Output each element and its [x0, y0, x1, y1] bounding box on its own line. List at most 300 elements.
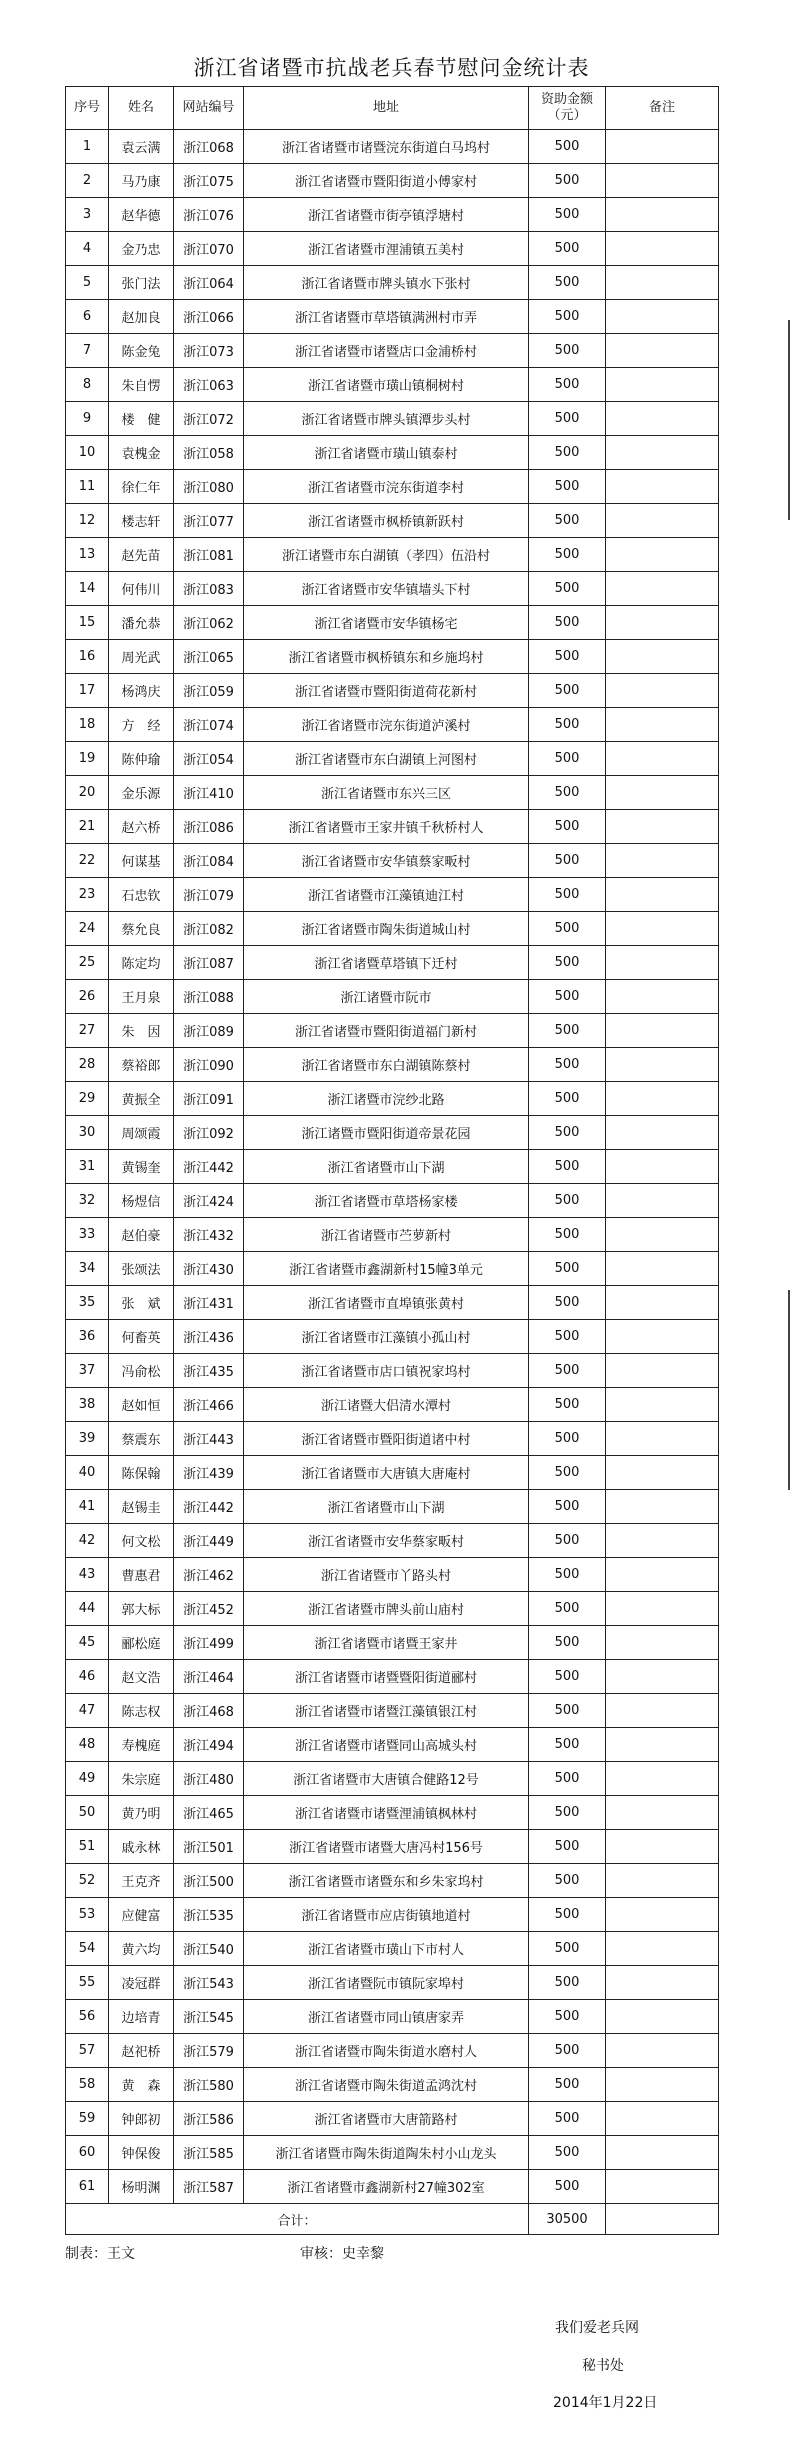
cell-address: 浙江省诸暨市草塔杨家楼: [244, 1184, 529, 1218]
cell-address: 浙江诸暨市暨阳街道帝景花园: [244, 1116, 529, 1150]
cell-address: 浙江省诸暨市璜山下市村人: [244, 1932, 529, 1966]
cell-address: 浙江省诸暨阮市镇阮家埠村: [244, 1966, 529, 2000]
cell-address: 浙江省诸暨市王家井镇千秋桥村人: [244, 810, 529, 844]
table-row: [66, 266, 719, 300]
cell-amount: 500: [529, 1592, 606, 1626]
cell-no: 7: [66, 334, 109, 368]
cell-address: 浙江省诸暨市枫桥镇东和乡施坞村: [244, 640, 529, 674]
cell-no: 40: [66, 1456, 109, 1490]
cell-amount: 500: [529, 2136, 606, 2170]
table-row: [66, 1660, 719, 1694]
cell-code: 浙江545: [174, 2000, 244, 2034]
cell-note: [606, 1626, 719, 1660]
cell-address: 浙江省诸暨市诸暨店口金浦桥村: [244, 334, 529, 368]
header-no: 序号: [66, 87, 109, 130]
cell-address: 浙江省诸暨市鑫湖新村27幢302室: [244, 2170, 529, 2204]
cell-code: 浙江083: [174, 572, 244, 606]
cell-code: 浙江082: [174, 912, 244, 946]
table-row: [66, 1864, 719, 1898]
table-row: [66, 1796, 719, 1830]
cell-address: 浙江省诸暨市同山镇唐家弄: [244, 2000, 529, 2034]
header-code: 网站编号: [174, 87, 244, 130]
cell-name: 赵伯豪: [109, 1218, 174, 1252]
cell-name: 边培青: [109, 2000, 174, 2034]
table-row: [66, 1966, 719, 2000]
cell-name: 陈保翰: [109, 1456, 174, 1490]
cell-amount: 500: [529, 538, 606, 572]
header-amount-line1: 资助金额: [540, 92, 593, 107]
cell-name: 郦松庭: [109, 1626, 174, 1660]
cell-name: 黄六均: [109, 1932, 174, 1966]
cell-note: [606, 1830, 719, 1864]
cell-address: 浙江省诸暨市暨阳街道福门新村: [244, 1014, 529, 1048]
table-row: [66, 1048, 719, 1082]
cell-code: 浙江442: [174, 1490, 244, 1524]
cell-amount: 500: [529, 1048, 606, 1082]
cell-no: 31: [66, 1150, 109, 1184]
cell-code: 浙江091: [174, 1082, 244, 1116]
cell-code: 浙江070: [174, 232, 244, 266]
cell-amount: 500: [529, 878, 606, 912]
cell-name: 陈定均: [109, 946, 174, 980]
cell-amount: 500: [529, 1150, 606, 1184]
cell-name: 赵先苗: [109, 538, 174, 572]
table-row: [66, 1558, 719, 1592]
cell-note: [606, 1286, 719, 1320]
cell-note: [606, 2068, 719, 2102]
cell-amount: 500: [529, 1762, 606, 1796]
cell-note: [606, 1660, 719, 1694]
table-row: [66, 606, 719, 640]
cell-code: 浙江439: [174, 1456, 244, 1490]
cell-amount: 500: [529, 776, 606, 810]
cell-name: 杨煜信: [109, 1184, 174, 1218]
cell-no: 59: [66, 2102, 109, 2136]
cell-note: [606, 1388, 719, 1422]
cell-code: 浙江480: [174, 1762, 244, 1796]
cell-note: [606, 708, 719, 742]
cell-no: 33: [66, 1218, 109, 1252]
page-title: 浙江省诸暨市抗战老兵春节慰问金统计表: [193, 56, 590, 80]
cell-amount: 500: [529, 1218, 606, 1252]
cell-note: [606, 1966, 719, 2000]
cell-amount: 500: [529, 1626, 606, 1660]
cell-name: 陈仲瑜: [109, 742, 174, 776]
cell-code: 浙江077: [174, 504, 244, 538]
table-row: [66, 1388, 719, 1422]
cell-no: 4: [66, 232, 109, 266]
table-row: [66, 1116, 719, 1150]
cell-name: 张颂法: [109, 1252, 174, 1286]
cell-no: 36: [66, 1320, 109, 1354]
cell-amount: 500: [529, 2068, 606, 2102]
cell-address: 浙江省诸暨市陶朱街道城山村: [244, 912, 529, 946]
cell-note: [606, 164, 719, 198]
cell-note: [606, 1490, 719, 1524]
cell-name: 楼志轩: [109, 504, 174, 538]
cell-address: 浙江省诸暨市直埠镇张黄村: [244, 1286, 529, 1320]
table-row: [66, 1320, 719, 1354]
cell-code: 浙江086: [174, 810, 244, 844]
cell-address: 浙江省诸暨市枫桥镇新跃村: [244, 504, 529, 538]
cell-name: 徐仁年: [109, 470, 174, 504]
table-row: [66, 198, 719, 232]
cell-code: 浙江535: [174, 1898, 244, 1932]
table-row: [66, 368, 719, 402]
cell-code: 浙江066: [174, 300, 244, 334]
cell-name: 赵如恒: [109, 1388, 174, 1422]
table-row: [66, 2000, 719, 2034]
cell-address: 浙江省诸暨市东兴三区: [244, 776, 529, 810]
cell-name: 周光武: [109, 640, 174, 674]
cell-no: 44: [66, 1592, 109, 1626]
cell-code: 浙江587: [174, 2170, 244, 2204]
cell-amount: 500: [529, 368, 606, 402]
cell-address: 浙江省诸暨市诸暨东和乡朱家坞村: [244, 1864, 529, 1898]
cell-amount: 500: [529, 980, 606, 1014]
cell-address: 浙江省诸暨市诸暨大唐冯村156号: [244, 1830, 529, 1864]
cell-no: 27: [66, 1014, 109, 1048]
cell-address: 浙江省诸暨市丫路头村: [244, 1558, 529, 1592]
cell-name: 袁槐金: [109, 436, 174, 470]
cell-amount: 500: [529, 300, 606, 334]
cell-address: 浙江省诸暨市江藻镇迪江村: [244, 878, 529, 912]
cell-code: 浙江075: [174, 164, 244, 198]
cell-note: [606, 1932, 719, 1966]
cell-code: 浙江074: [174, 708, 244, 742]
table-body: [66, 130, 719, 2204]
cell-name: 张门法: [109, 266, 174, 300]
cell-address: 浙江省诸暨市诸暨暨阳街道郦村: [244, 1660, 529, 1694]
total-amount: 30500: [529, 2204, 606, 2235]
cell-name: 赵加良: [109, 300, 174, 334]
cell-name: 石忠钦: [109, 878, 174, 912]
table-row: [66, 1184, 719, 1218]
table-header-row: [66, 87, 719, 130]
signature-department: 秘书处: [582, 2358, 624, 2374]
table-row: [66, 1218, 719, 1252]
cell-no: 26: [66, 980, 109, 1014]
cell-amount: 500: [529, 504, 606, 538]
cell-no: 53: [66, 1898, 109, 1932]
cell-amount: 500: [529, 1796, 606, 1830]
cell-code: 浙江073: [174, 334, 244, 368]
cell-code: 浙江424: [174, 1184, 244, 1218]
cell-amount: 500: [529, 674, 606, 708]
cell-no: 10: [66, 436, 109, 470]
cell-name: 朱自愣: [109, 368, 174, 402]
cell-no: 37: [66, 1354, 109, 1388]
cell-note: [606, 1252, 719, 1286]
cell-amount: 500: [529, 1728, 606, 1762]
cell-code: 浙江462: [174, 1558, 244, 1592]
cell-note: [606, 2034, 719, 2068]
cell-note: [606, 1694, 719, 1728]
table-row: [66, 1592, 719, 1626]
cell-code: 浙江068: [174, 130, 244, 164]
table-row: [66, 436, 719, 470]
cell-code: 浙江580: [174, 2068, 244, 2102]
cell-name: 周颂霞: [109, 1116, 174, 1150]
cell-amount: 500: [529, 1286, 606, 1320]
cell-no: 45: [66, 1626, 109, 1660]
table-row: [66, 776, 719, 810]
cell-address: 浙江省诸暨市大唐镇大唐庵村: [244, 1456, 529, 1490]
cell-name: 朱 因: [109, 1014, 174, 1048]
cell-address: 浙江省诸暨市暨阳街道诸中村: [244, 1422, 529, 1456]
cell-no: 60: [66, 2136, 109, 2170]
table-row: [66, 232, 719, 266]
cell-code: 浙江080: [174, 470, 244, 504]
cell-address: 浙江省诸暨市鑫湖新村15幢3单元: [244, 1252, 529, 1286]
cell-address: 浙江省诸暨市诸暨江藻镇银江村: [244, 1694, 529, 1728]
cell-address: 浙江省诸暨市江藻镇小孤山村: [244, 1320, 529, 1354]
cell-no: 13: [66, 538, 109, 572]
cell-address: 浙江省诸暨市大唐镇合健路12号: [244, 1762, 529, 1796]
cell-code: 浙江540: [174, 1932, 244, 1966]
cell-no: 2: [66, 164, 109, 198]
cell-note: [606, 368, 719, 402]
cell-note: [606, 844, 719, 878]
cell-address: 浙江省诸暨市诸暨浬浦镇枫林村: [244, 1796, 529, 1830]
cell-note: [606, 1184, 719, 1218]
cell-name: 黄锡奎: [109, 1150, 174, 1184]
cell-amount: 500: [529, 1898, 606, 1932]
cell-code: 浙江054: [174, 742, 244, 776]
cell-amount: 500: [529, 1014, 606, 1048]
cell-no: 1: [66, 130, 109, 164]
cell-note: [606, 1592, 719, 1626]
cell-note: [606, 198, 719, 232]
table-row: [66, 1354, 719, 1388]
cell-amount: 500: [529, 402, 606, 436]
cell-amount: 500: [529, 1184, 606, 1218]
cell-note: [606, 130, 719, 164]
cell-no: 43: [66, 1558, 109, 1592]
cell-name: 何伟川: [109, 572, 174, 606]
cell-code: 浙江499: [174, 1626, 244, 1660]
cell-amount: 500: [529, 1864, 606, 1898]
cell-address: 浙江省诸暨市陶朱街道陶朱村小山龙头: [244, 2136, 529, 2170]
cell-amount: 500: [529, 912, 606, 946]
table-row: [66, 844, 719, 878]
table-maker: 制表：王文: [65, 2246, 135, 2262]
cell-amount: 500: [529, 572, 606, 606]
table-row: [66, 1490, 719, 1524]
cell-name: 金乃忠: [109, 232, 174, 266]
cell-no: 50: [66, 1796, 109, 1830]
cell-no: 51: [66, 1830, 109, 1864]
cell-address: 浙江省诸暨市安华蔡家畈村: [244, 1524, 529, 1558]
cell-address: 浙江诸暨市东白湖镇（孝四）伍沿村: [244, 538, 529, 572]
subsidy-table: [65, 86, 719, 2235]
cell-name: 赵文浩: [109, 1660, 174, 1694]
cell-code: 浙江058: [174, 436, 244, 470]
header-amount: [529, 87, 606, 130]
table-row: [66, 708, 719, 742]
cell-no: 58: [66, 2068, 109, 2102]
cell-no: 24: [66, 912, 109, 946]
cell-amount: 500: [529, 640, 606, 674]
cell-name: 袁云满: [109, 130, 174, 164]
cell-no: 20: [66, 776, 109, 810]
cell-note: [606, 980, 719, 1014]
cell-code: 浙江464: [174, 1660, 244, 1694]
cell-no: 19: [66, 742, 109, 776]
cell-name: 蔡允良: [109, 912, 174, 946]
cell-amount: 500: [529, 1320, 606, 1354]
cell-no: 41: [66, 1490, 109, 1524]
cell-note: [606, 1150, 719, 1184]
cell-amount: 500: [529, 1082, 606, 1116]
cell-note: [606, 1456, 719, 1490]
table-row: [66, 640, 719, 674]
cell-name: 黄振全: [109, 1082, 174, 1116]
cell-note: [606, 2000, 719, 2034]
table-row: [66, 912, 719, 946]
cell-note: [606, 1864, 719, 1898]
cell-name: 应健富: [109, 1898, 174, 1932]
cell-note: [606, 742, 719, 776]
cell-name: 何文松: [109, 1524, 174, 1558]
cell-no: 54: [66, 1932, 109, 1966]
cell-amount: 500: [529, 2102, 606, 2136]
cell-address: 浙江省诸暨市诸暨王家井: [244, 1626, 529, 1660]
cell-note: [606, 300, 719, 334]
cell-note: [606, 572, 719, 606]
cell-code: 浙江465: [174, 1796, 244, 1830]
cell-note: [606, 1762, 719, 1796]
cell-address: 浙江省诸暨市应店街镇地道村: [244, 1898, 529, 1932]
cell-no: 61: [66, 2170, 109, 2204]
scan-edge-mark-lower: [788, 1290, 790, 1490]
cell-no: 47: [66, 1694, 109, 1728]
cell-code: 浙江431: [174, 1286, 244, 1320]
table-row: [66, 742, 719, 776]
cell-name: 楼 健: [109, 402, 174, 436]
cell-code: 浙江063: [174, 368, 244, 402]
cell-address: 浙江省诸暨市山下湖: [244, 1150, 529, 1184]
cell-code: 浙江442: [174, 1150, 244, 1184]
cell-name: 曹惠君: [109, 1558, 174, 1592]
table-row: [66, 1694, 719, 1728]
cell-amount: 500: [529, 1660, 606, 1694]
table-row: [66, 538, 719, 572]
cell-no: 21: [66, 810, 109, 844]
cell-code: 浙江436: [174, 1320, 244, 1354]
cell-amount: 500: [529, 1116, 606, 1150]
table-row: [66, 2068, 719, 2102]
cell-name: 金乐源: [109, 776, 174, 810]
cell-no: 17: [66, 674, 109, 708]
cell-no: 55: [66, 1966, 109, 2000]
cell-amount: 500: [529, 844, 606, 878]
cell-address: 浙江省诸暨市诸暨同山高城头村: [244, 1728, 529, 1762]
cell-amount: 500: [529, 232, 606, 266]
cell-name: 杨鸿庆: [109, 674, 174, 708]
cell-no: 29: [66, 1082, 109, 1116]
table-row: [66, 300, 719, 334]
cell-amount: 500: [529, 2170, 606, 2204]
cell-amount: 500: [529, 1966, 606, 2000]
table-row: [66, 164, 719, 198]
cell-note: [606, 2102, 719, 2136]
cell-name: 郭大标: [109, 1592, 174, 1626]
table-row: [66, 1898, 719, 1932]
cell-name: 赵华德: [109, 198, 174, 232]
cell-name: 朱宗庭: [109, 1762, 174, 1796]
cell-no: 25: [66, 946, 109, 980]
table-row: [66, 2136, 719, 2170]
cell-amount: 500: [529, 470, 606, 504]
cell-address: 浙江省诸暨市暨阳街道小傅家村: [244, 164, 529, 198]
cell-no: 9: [66, 402, 109, 436]
cell-no: 15: [66, 606, 109, 640]
cell-no: 32: [66, 1184, 109, 1218]
cell-note: [606, 878, 719, 912]
cell-code: 浙江452: [174, 1592, 244, 1626]
cell-no: 35: [66, 1286, 109, 1320]
cell-name: 马乃康: [109, 164, 174, 198]
cell-address: 浙江省诸暨市牌头前山庙村: [244, 1592, 529, 1626]
cell-note: [606, 1796, 719, 1830]
cell-code: 浙江579: [174, 2034, 244, 2068]
cell-name: 戚永林: [109, 1830, 174, 1864]
cell-address: 浙江省诸暨市诸暨浣东街道白马坞村: [244, 130, 529, 164]
header-amount-line2: （元）: [547, 108, 587, 123]
cell-code: 浙江064: [174, 266, 244, 300]
cell-amount: 500: [529, 810, 606, 844]
cell-no: 18: [66, 708, 109, 742]
cell-name: 凌冠群: [109, 1966, 174, 2000]
cell-no: 11: [66, 470, 109, 504]
cell-code: 浙江468: [174, 1694, 244, 1728]
table-row: [66, 1456, 719, 1490]
cell-address: 浙江省诸暨市草塔镇满洲村市弄: [244, 300, 529, 334]
cell-name: 王克齐: [109, 1864, 174, 1898]
cell-name: 黄乃明: [109, 1796, 174, 1830]
table-row: [66, 402, 719, 436]
cell-address: 浙江省诸暨市浬浦镇五美村: [244, 232, 529, 266]
cell-code: 浙江062: [174, 606, 244, 640]
cell-code: 浙江410: [174, 776, 244, 810]
cell-note: [606, 2170, 719, 2204]
table-row: [66, 674, 719, 708]
cell-amount: 500: [529, 742, 606, 776]
cell-address: 浙江省诸暨市东白湖镇陈蔡村: [244, 1048, 529, 1082]
cell-note: [606, 912, 719, 946]
cell-code: 浙江435: [174, 1354, 244, 1388]
cell-code: 浙江430: [174, 1252, 244, 1286]
cell-amount: 500: [529, 606, 606, 640]
cell-code: 浙江500: [174, 1864, 244, 1898]
cell-address: 浙江省诸暨市安华镇墙头下村: [244, 572, 529, 606]
cell-amount: 500: [529, 1252, 606, 1286]
cell-name: 蔡震东: [109, 1422, 174, 1456]
cell-address: 浙江省诸暨市璜山镇桐树村: [244, 368, 529, 402]
cell-no: 3: [66, 198, 109, 232]
cell-name: 张 斌: [109, 1286, 174, 1320]
cell-name: 钟保俊: [109, 2136, 174, 2170]
cell-code: 浙江494: [174, 1728, 244, 1762]
cell-code: 浙江586: [174, 2102, 244, 2136]
cell-note: [606, 1524, 719, 1558]
cell-note: [606, 1728, 719, 1762]
cell-note: [606, 436, 719, 470]
cell-name: 陈金兔: [109, 334, 174, 368]
cell-name: 方 经: [109, 708, 174, 742]
cell-address: 浙江省诸暨市牌头镇潭步头村: [244, 402, 529, 436]
